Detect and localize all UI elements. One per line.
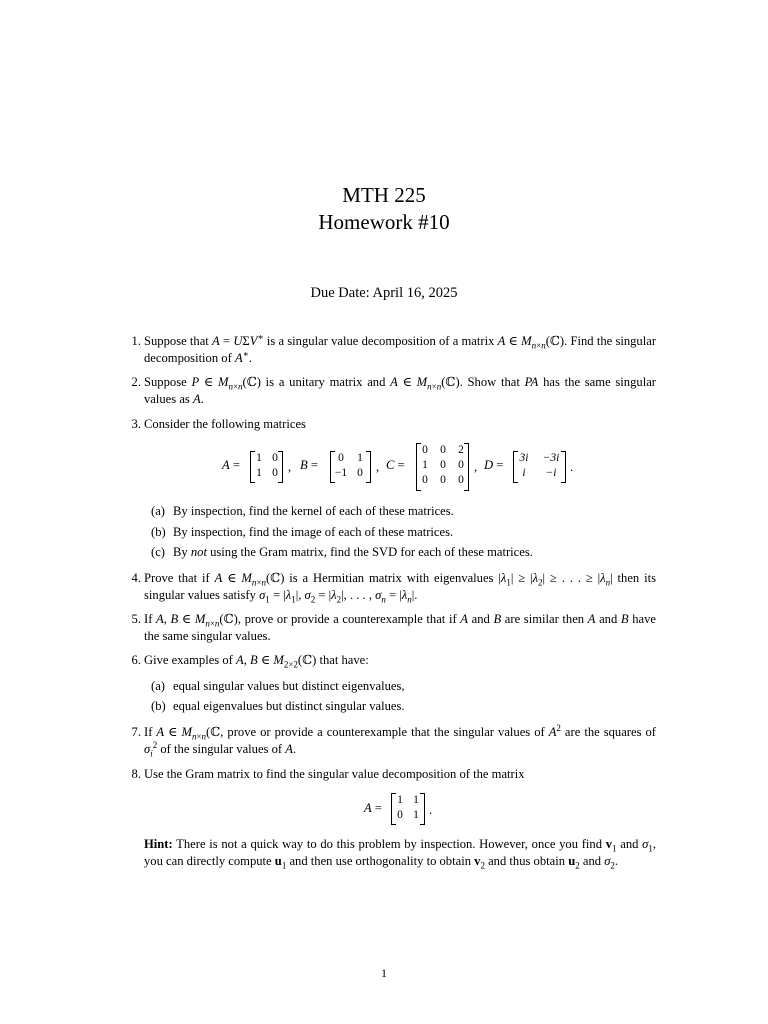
matrix-entry: 1 <box>256 452 262 464</box>
text-fragment: (b) <box>151 699 166 713</box>
text-fragment: By <box>173 545 191 559</box>
matrix-entry: 0 <box>397 809 403 821</box>
text-fragment: equal eigenvalues but distinct singular values. <box>173 699 405 713</box>
matrix-entry: 0 <box>440 474 446 486</box>
matrix-entry: −i <box>545 467 557 479</box>
bracket-right <box>366 451 371 483</box>
bracket-right <box>420 793 425 825</box>
matrix-entry: 1 <box>422 459 428 471</box>
text-fragment: not <box>190 545 207 559</box>
matrix-entry: 0 <box>440 444 446 456</box>
matrix-entry: −1 <box>334 467 348 479</box>
matrix-entry: 0 <box>357 467 363 479</box>
problem-3-part-c <box>151 544 656 561</box>
course-title: MTH 225 <box>342 183 426 207</box>
matrix-c-label: C = <box>386 458 405 472</box>
matrix-entry: 0 <box>272 452 278 464</box>
matrix-entry: −3i <box>542 452 560 464</box>
problem-1 <box>131 331 657 366</box>
hint-text: There is not a quick way to do this problem by inspection. However, once you find $v_1$ and $\sigma_1$, you can directly compute $u_1$ and then use orthogonality to obtain $v_2$ and thus obtain $u_2$ and $\sigma_2$. <box>144 837 657 871</box>
problem-3-text: Consider the following matrices <box>144 417 306 431</box>
matrix-entry: 0 <box>272 467 278 479</box>
matrix-a-label: A = <box>364 801 382 815</box>
problem-number: 5. <box>131 612 141 626</box>
matrix-entry: 0 <box>422 444 428 456</box>
problem-number: 3. <box>131 417 141 431</box>
matrix-entry: 0 <box>458 459 464 471</box>
problem-5-text: If A, B ∈ $M_{n\times n}(ℂ)$, prove or provide a counterexample that if A and B are similar then A and B have the same singular values. <box>144 612 657 643</box>
text-fragment: (b) <box>151 525 166 539</box>
matrix-a-label: A = <box>222 458 240 472</box>
matrix-entry: 1 <box>256 467 262 479</box>
problem-8-text: Use the Gram matrix to find the singular value decomposition of the matrix <box>144 767 525 781</box>
bracket-right <box>464 443 469 491</box>
text-fragment: . <box>570 460 574 474</box>
problem-number: 4. <box>131 571 141 585</box>
text-fragment: , <box>288 460 292 474</box>
problem-number: 8. <box>131 767 141 781</box>
text-fragment: By inspection, find the kernel of each of these matrices. <box>173 504 454 518</box>
problem-7-text: If A ∈ $M_{n\times n}(ℂ$, prove or provide a counterexample that the singular values of $A^2$ are the squares of $\sigma_i^2$ of the singular values of A. <box>144 722 656 759</box>
problem-6-part-a <box>151 678 656 695</box>
problem-7 <box>131 722 656 759</box>
text-fragment: (a) <box>151 679 165 693</box>
matrix-b-label: B = <box>300 458 318 472</box>
hint-paragraph <box>144 836 656 869</box>
matrix-entry: 0 <box>338 452 344 464</box>
problem-number: 6. <box>131 653 141 667</box>
matrix-entry: 1 <box>357 452 363 464</box>
matrix-c <box>420 443 470 491</box>
problem-6 <box>131 652 656 670</box>
problem-4-text: Prove that if A ∈ $M_{n\times n}(ℂ)$ is a Hermitian matrix with eigenvalues $|\lambda_1| \ge |\lambda_2|$ ≥ . . . ≥ $|\lambda_n|$ then its singular values satisfy $\sigma_1 = |\lambda_1|$, $\sigma_2 = |\lambda_2|$, . . . , $\sigma_n = |\lambda_n|$. <box>144 571 656 605</box>
text-fragment: , <box>376 460 380 474</box>
due-date: Due Date: April 16, 2025 <box>310 285 458 301</box>
problem-3-part-b <box>151 524 656 541</box>
problem-6-text: Give examples of A, B ∈ $M_{2\times 2}(ℂ)$ that have: <box>144 653 369 670</box>
bracket-right <box>278 451 283 483</box>
matrix-d-label: D = <box>484 458 504 472</box>
problem-4 <box>131 570 656 605</box>
bracket-right <box>561 451 566 483</box>
matrix-entry: 1 <box>397 794 403 806</box>
matrix-entry: i <box>522 467 526 479</box>
problem-6-part-b <box>151 698 656 715</box>
text-fragment: equal singular values but distinct eigenvalues, <box>173 679 405 693</box>
problem-5 <box>131 611 657 644</box>
problem-number: 7. <box>131 725 141 739</box>
hint-label: Hint: <box>144 837 173 851</box>
matrix-entry: 3i <box>519 452 529 464</box>
problem-2 <box>131 374 656 407</box>
problem-8 <box>131 766 656 783</box>
matrix-entry: 0 <box>440 459 446 471</box>
matrix-entry: 2 <box>458 444 464 456</box>
text-fragment: using the Gram matrix, find the SVD for each of these matrices. <box>206 545 533 559</box>
matrix-d <box>517 451 567 483</box>
matrix-entry: 0 <box>422 474 428 486</box>
matrix-entry: 1 <box>413 794 419 806</box>
matrix-entry: 0 <box>458 474 464 486</box>
matrix-entry: 1 <box>413 809 419 821</box>
problem-3-part-a <box>151 503 656 520</box>
text-fragment: . <box>429 803 433 817</box>
text-fragment: , <box>474 460 478 474</box>
page-number: 1 <box>381 966 387 980</box>
text-fragment: (c) <box>151 545 165 559</box>
text-fragment: By inspection, find the image of each of these matrices. <box>173 525 454 539</box>
text-fragment: (a) <box>151 504 165 518</box>
problem-2-text: Suppose P ∈ $M_{n\times n}(ℂ)$ is a unitary matrix and A ∈ $M_{n\times n}(ℂ)$. Show that PA has the same singular values as A. <box>144 375 656 406</box>
problem-1-text: Suppose that A = UΣV∗ is a singular value decomposition of a matrix A ∈ $M_{n\times n}(ℂ)$. Find the singular decomposition of A∗. <box>144 331 657 365</box>
problem-number: 2. <box>131 375 141 389</box>
assignment-title: Homework #10 <box>318 210 450 234</box>
problem-number: 1. <box>131 334 141 348</box>
problem-3 <box>131 416 656 433</box>
